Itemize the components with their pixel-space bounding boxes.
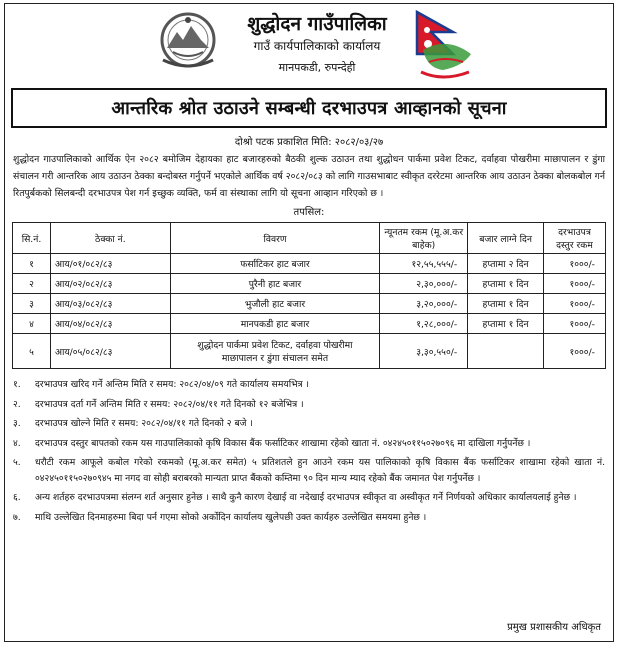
cell-description-line: माछापालन र डुंगा संचालन समेत <box>221 353 329 364</box>
cell-contract: आय/०३/०८२/८३ <box>50 294 170 314</box>
intro-paragraph: शुद्धोदन गाउपालिकाको आर्थिक ऐन २०८२ बमोजिम देहायका हाट बजारहरुको बैठकी शुल्क उठाउन तथा शुद्धोधन पार्कमा प्रवेश टिकट, दर्वाहवा पोखरीमा माछापालन र डुंगा संचालन गरी आन्तरिक आय उठाउन ठेक्का बन्दोबस्त गर्नुपर्ने भएकोले आर्थिक वर्ष २०८२/०८३ को लागि गाउसभाबाट स्वीकृत दररेटमा आन्तरिक आय उठाउन ठेक्का बोलकबोल गर्न रितपुर्बकको सिलबन्दी दरभाउपत्र पेश गर्न इच्छुक व्यक्ति, फर्म वा संस्थाका लागि यो सूचना आव्हान गरिएको छ । <box>13 154 605 199</box>
cell-contract: आय/०२/०८२/८३ <box>50 274 170 294</box>
header-contract: ठेक्का नं. <box>50 223 170 254</box>
list-item <box>13 397 605 413</box>
note-number: ७. <box>13 511 21 523</box>
nepal-flag-map-icon <box>413 10 473 82</box>
cell-market-days <box>468 334 544 369</box>
table-row <box>13 274 606 294</box>
signatory-title: प्रमुख प्रशासकीय अधिकृत <box>507 622 601 633</box>
note-number: २. <box>13 398 21 410</box>
list-item <box>13 416 605 432</box>
published-date: दोश्रो पटक प्रकाशित मिति: २०८२/०३/२७ <box>234 137 384 148</box>
note-number: ५. <box>13 457 21 468</box>
cell-description: पुरैनी हाट बजार <box>170 274 380 294</box>
list-item <box>13 510 605 526</box>
cell-description-line: शुद्धोदन पार्कमा प्रवेश टिकट, दर्वाहवा पोखरीमा <box>197 340 353 351</box>
header-fee: दरभाउपत्र दस्तुर रकम <box>544 223 606 254</box>
cell-serial: २ <box>13 274 51 294</box>
note-text: दरभाउपत्र खोल्ने मिति र समय: २०८२/०४/११ गते दिनको २ बजे । <box>35 418 253 429</box>
notice-banner-title: आन्तरिक श्रोत उठाउने सम्बन्धी दरभाउपत्र आव्हानको सूचना <box>11 88 607 128</box>
cell-amount: ३,२०,०००/- <box>380 294 468 314</box>
list-item <box>13 377 605 393</box>
office-location: मानपकडी, रुपन्देही <box>278 61 356 74</box>
note-number: ६. <box>13 492 21 503</box>
header-market-days: बजार लाग्ने दिन <box>468 223 544 254</box>
header <box>5 4 613 88</box>
cell-serial: १ <box>13 254 51 274</box>
note-text: धरौटी रकम आफूले कबोल गरेको रकमको (मू.अ.कर समेत) ५ प्रतिशतले हुन आउने रकम यस पालिकाको कृषि विकास बैंक फर्साटिकर शाखामा रहेको खाता नं. ०४२४५०११५०२७०९४५ मा नगद वा सोही बराबरको मान्यता प्राप्त बैंकको कम्तिमा ९० दिन मान्य म्याद रहेको बैंक जमानत पेश गर्नुपर्नेछ । <box>35 457 605 484</box>
cell-serial: ३ <box>13 294 51 314</box>
note-text: दरभाउपत्र खरिद गर्ने अन्तिम मिति र समय: २०८२/०४/०९ गते कार्यालय समयभित्र । <box>35 379 310 390</box>
note-text: अन्य शर्तहरु दरभाउपत्रमा संलग्न शर्त अनुसार हुनेछ । साथै कुनै कारण देखाई वा नदेखाई दरभाउपत्र स्वीकृत वा अस्वीकृत गर्ने निर्णयको अधिकार कार्यालयलाई हुनेछ । <box>35 492 577 503</box>
cell-fee: १०००/- <box>544 254 606 274</box>
cell-amount: ३,३०,५५०/- <box>380 334 468 369</box>
cell-serial: ५ <box>13 334 51 369</box>
cell-description <box>170 334 380 369</box>
cell-contract: आय/०१/०८२/८३ <box>50 254 170 274</box>
schedule-label: तपसिल: <box>293 207 325 218</box>
cell-fee: १०००/- <box>544 314 606 334</box>
list-item <box>13 490 605 506</box>
cell-market-days: हप्तामा १ दिन <box>468 294 544 314</box>
cell-serial: ४ <box>13 314 51 334</box>
header-serial: सि.नं. <box>13 223 51 254</box>
table-header-row <box>13 223 606 254</box>
table-row <box>13 254 606 274</box>
cell-market-days: हप्तामा २ दिन <box>468 254 544 274</box>
cell-amount: २,३०,०००/- <box>380 274 468 294</box>
table-row <box>13 314 606 334</box>
note-text: दरभाउपत्र दस्तुर बापतको रकम यस गाउपालिकाको कृषि विकास बैंक फर्साटिकर शाखामा रहेको खाता नं. ०४२४५०११५०२७०९६ मा दाखिला गर्नुपर्नेछ । <box>35 437 531 449</box>
cell-market-days: हप्तामा १ दिन <box>468 314 544 334</box>
contract-table <box>12 222 606 369</box>
note-number: ४. <box>13 437 21 449</box>
cell-description: फर्साटिकर हाट बजार <box>170 254 380 274</box>
list-item <box>13 455 605 486</box>
note-text: माथि उल्लेखित दिनमाहरुमा बिदा पर्न गएमा सोको अर्कोदिन कार्यालय खुलेपछी उक्त कार्यहरु उल्लेखित समयमा हुनेछ । <box>35 511 427 523</box>
table-row <box>13 334 606 369</box>
cell-description: मानपकडी हाट बजार <box>170 314 380 334</box>
header-min-amount: न्यूनतम रकम (मू.अ.कर बाहेक) <box>380 223 468 254</box>
cell-fee: १०००/- <box>544 334 606 369</box>
note-number: १. <box>13 379 21 390</box>
table-row <box>13 294 606 314</box>
terms-list <box>13 377 605 525</box>
cell-description: भुजौली हाट बजार <box>170 294 380 314</box>
list-item <box>13 436 605 452</box>
cell-amount: १,२८,०००/- <box>380 314 468 334</box>
cell-fee: १०००/- <box>544 294 606 314</box>
municipality-title: शुद्धोदन गाउँपालिका <box>247 13 387 35</box>
note-number: ३. <box>13 418 21 429</box>
government-emblem-icon <box>155 10 221 72</box>
notice-page <box>4 3 614 642</box>
cell-fee: १०००/- <box>544 274 606 294</box>
office-subtitle: गाउँ कार्यपालिकाको कार्यालय <box>253 39 381 53</box>
cell-contract: आय/०४/०८२/८३ <box>50 314 170 334</box>
cell-contract: आय/०५/०८२/८३ <box>50 334 170 369</box>
header-description: विवरण <box>170 223 380 254</box>
cell-amount: १२,५५,५५५/- <box>380 254 468 274</box>
cell-market-days: हप्तामा १ दिन <box>468 274 544 294</box>
note-text: दरभाउपत्र दर्ता गर्ने अन्तिम मिति र समय: २०८२/०४/११ गते दिनको १२ बजेभित्र । <box>35 398 304 410</box>
